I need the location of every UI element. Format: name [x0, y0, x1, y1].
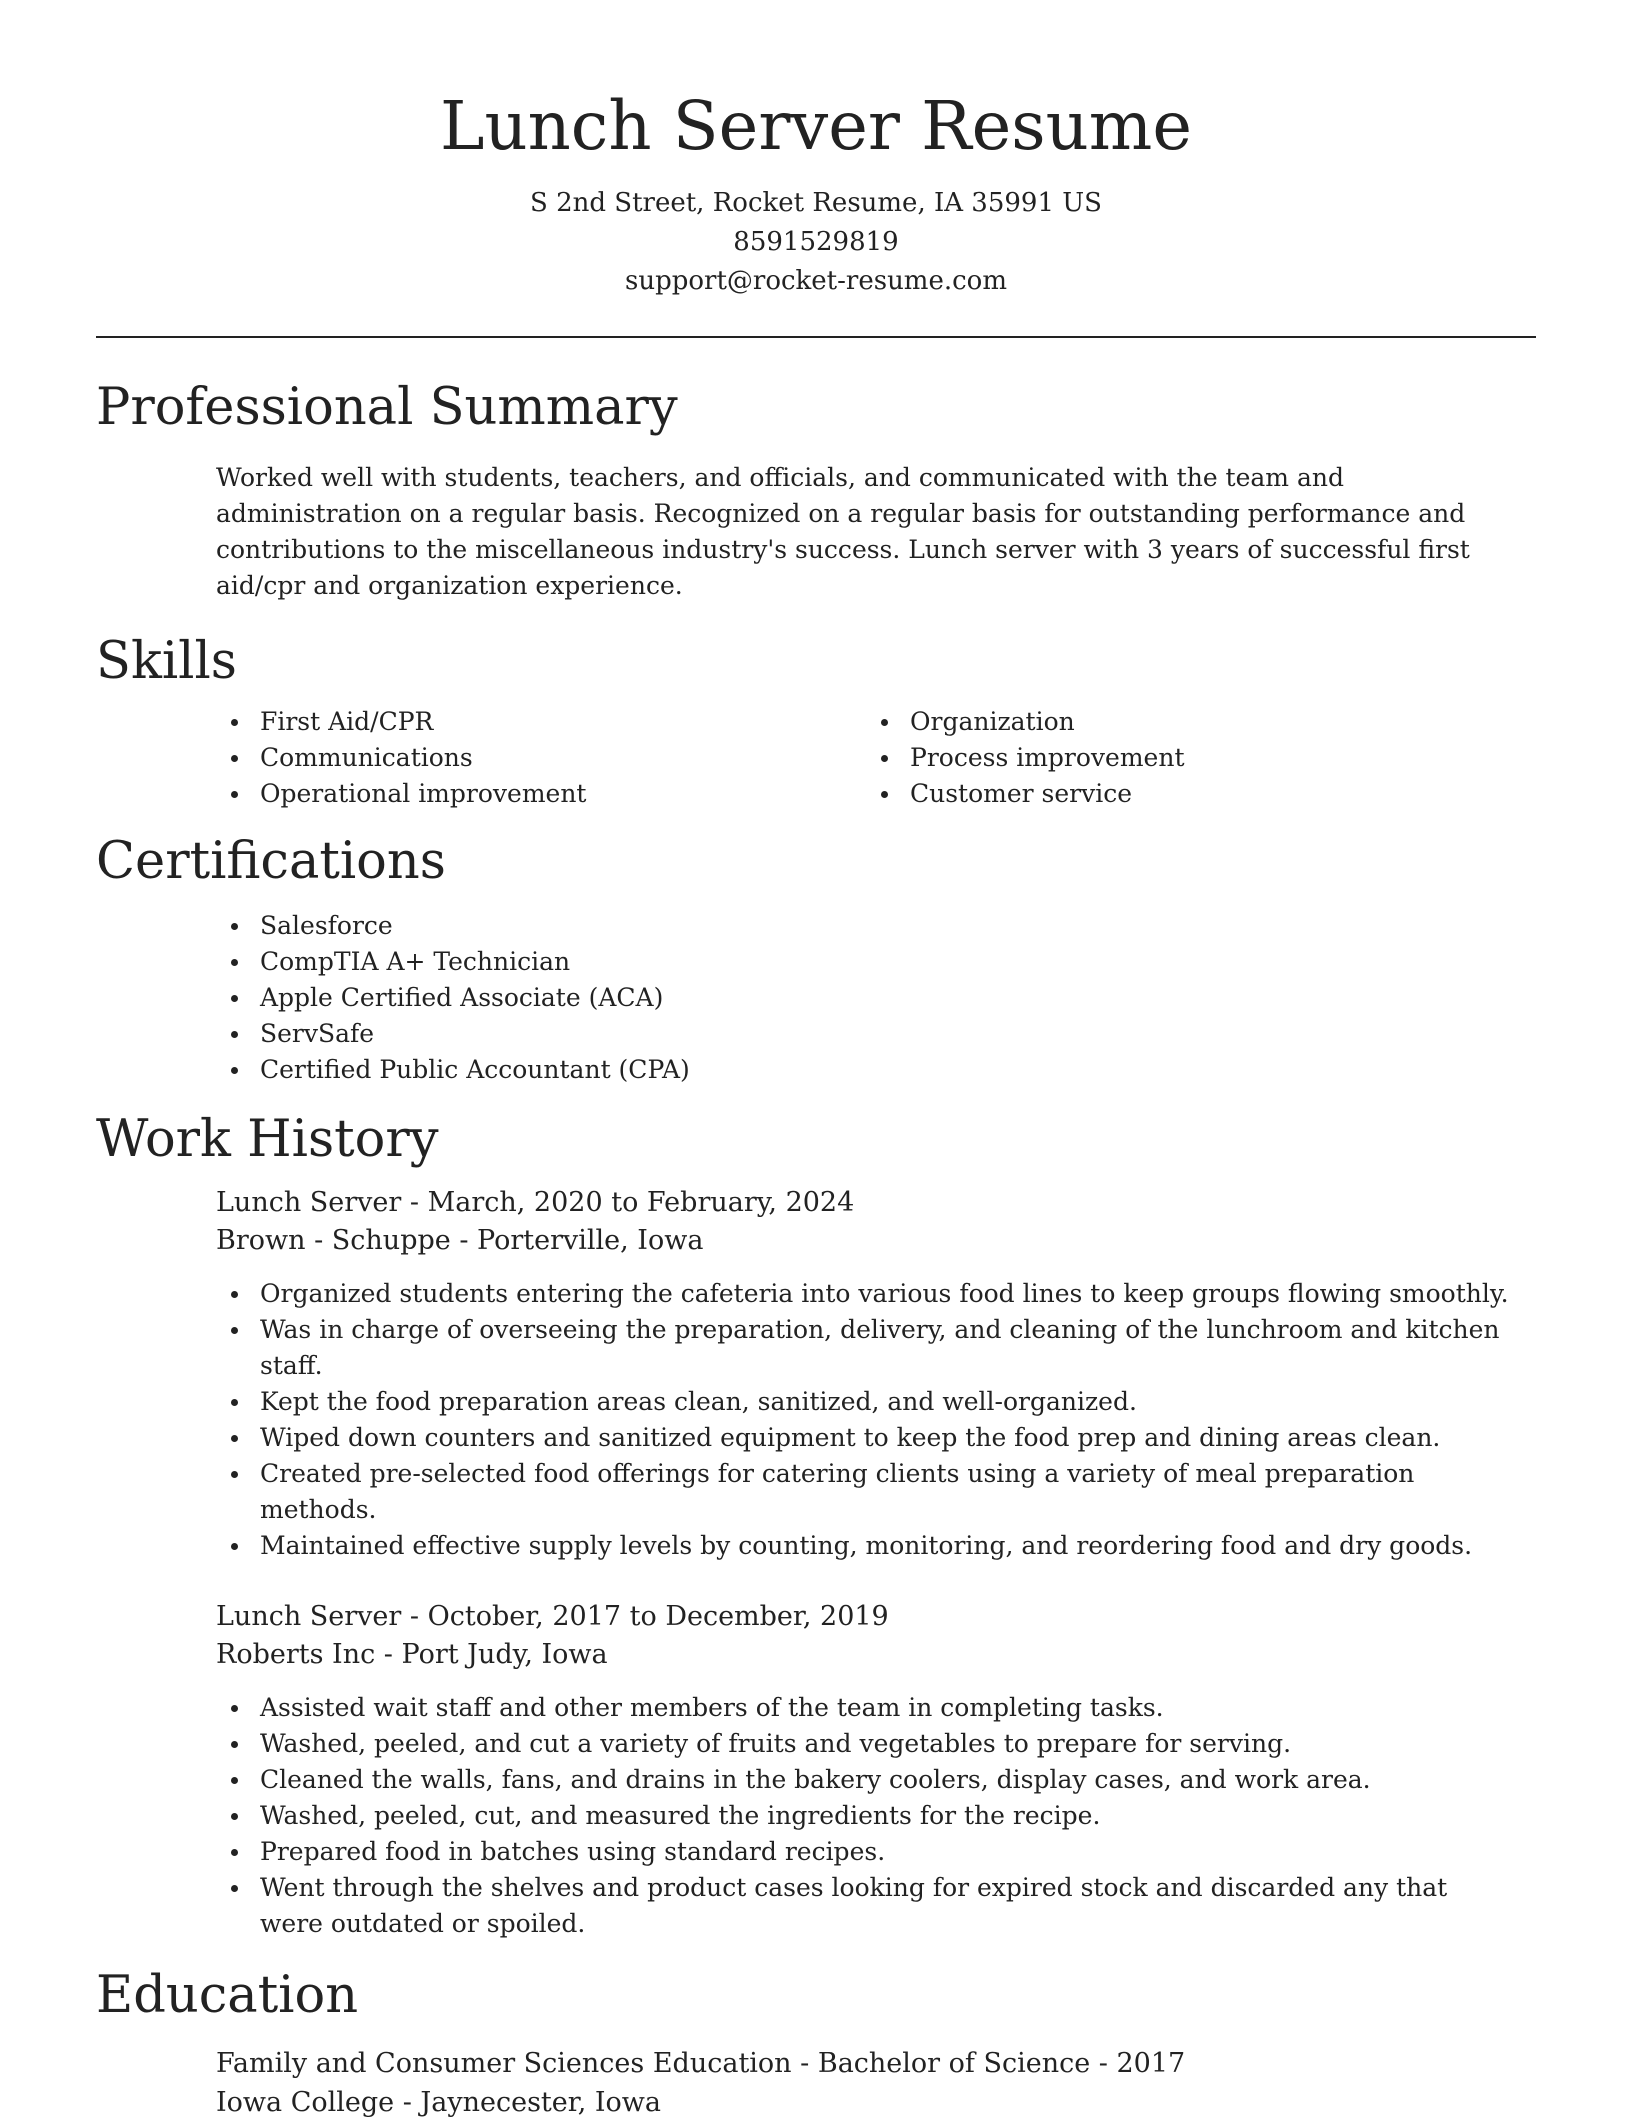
- job-duties-list: [216, 1690, 1536, 1942]
- job-entry: [96, 1598, 1536, 1942]
- skills-list-left: [216, 704, 866, 812]
- job-entry: [96, 1184, 1536, 1564]
- skill-item: Operational improvement: [260, 776, 866, 812]
- job-company: Roberts Inc - Port Judy, Iowa: [216, 1639, 608, 1670]
- summary-heading: Professional Summary: [96, 378, 678, 437]
- skills-section: [96, 630, 1536, 812]
- skill-item: Communications: [260, 740, 866, 776]
- job-duty-item: Kept the food preparation areas clean, sanitized, and well-organized.: [260, 1384, 1536, 1420]
- certification-item: ServSafe: [260, 1016, 1536, 1052]
- skills-heading: Skills: [96, 632, 237, 691]
- skill-item: Process improvement: [910, 740, 1516, 776]
- job-title: Lunch Server - October, 2017 to December, 2019: [216, 1601, 889, 1632]
- job-duty-item: Prepared food in batches using standard recipes.: [260, 1834, 1536, 1870]
- job-duty-item: Assisted wait staff and other members of the team in completing tasks.: [260, 1690, 1536, 1726]
- header-divider: [96, 336, 1536, 338]
- job-duty-item: Washed, peeled, and cut a variety of fruits and vegetables to prepare for serving.: [260, 1726, 1536, 1762]
- certification-item: Salesforce: [260, 908, 1536, 944]
- certification-item: Certified Public Accountant (CPA): [260, 1052, 1536, 1088]
- certifications-container: [96, 908, 1536, 1088]
- skill-item: Organization: [910, 704, 1516, 740]
- job-company: Brown - Schuppe - Porterville, Iowa: [216, 1225, 704, 1256]
- education-section: [96, 1964, 1536, 2122]
- education-entry: [96, 2044, 1536, 2122]
- contact-address: S 2nd Street, Rocket Resume, IA 35991 US: [530, 188, 1102, 218]
- summary-text: Worked well with students, teachers, and officials, and communicated with the team and administration on a regular basis. Recognized on a regular basis for outstanding performance and contributions to the miscellaneous industry's success. Lunch server with 3 years of successful first aid/cpr and organization experience.: [216, 463, 1470, 600]
- skill-item: Customer service: [910, 776, 1516, 812]
- work-history-section: [96, 1108, 1536, 1942]
- resume-page: [96, 0, 1536, 2122]
- skills-list-right: [866, 704, 1516, 812]
- certifications-list: [216, 908, 1536, 1088]
- contact-email: support@rocket-resume.com: [624, 266, 1007, 296]
- contact-info: [96, 184, 1536, 301]
- job-duty-item: Cleaned the walls, fans, and drains in the bakery coolers, display cases, and work area.: [260, 1762, 1536, 1798]
- skills-container: [96, 704, 1536, 812]
- job-duty-item: Washed, peeled, cut, and measured the ingredients for the recipe.: [260, 1798, 1536, 1834]
- work-history-heading: Work History: [96, 1110, 439, 1169]
- job-duties-list: [216, 1276, 1536, 1564]
- job-duty-item: Was in charge of overseeing the preparation, delivery, and cleaning of the lunchroom and kitchen staff.: [260, 1312, 1536, 1384]
- job-duty-item: Maintained effective supply levels by counting, monitoring, and reordering food and dry goods.: [260, 1528, 1536, 1564]
- education-heading: Education: [96, 1966, 359, 2025]
- job-duty-item: Went through the shelves and product cases looking for expired stock and discarded any that were outdated or spoiled.: [260, 1870, 1536, 1942]
- skills-grid: [216, 704, 1536, 812]
- contact-phone: 8591529819: [733, 227, 899, 257]
- education-school: Iowa College - Jaynecester, Iowa: [216, 2087, 661, 2118]
- job-duty-item: Created pre-selected food offerings for catering clients using a variety of meal preparation methods.: [260, 1456, 1536, 1528]
- job-title: Lunch Server - March, 2020 to February, 2024: [216, 1187, 855, 1218]
- job-duty-item: Organized students entering the cafeteria into various food lines to keep groups flowing smoothly.: [260, 1276, 1536, 1312]
- summary-section: [96, 376, 1536, 604]
- resume-title: Lunch Server Resume: [440, 87, 1192, 165]
- education-degree: Family and Consumer Sciences Education - Bachelor of Science - 2017: [216, 2048, 1186, 2079]
- certifications-heading: Certifications: [96, 832, 446, 891]
- resume-header: [96, 0, 1536, 301]
- certification-item: Apple Certified Associate (ACA): [260, 980, 1536, 1016]
- certifications-section: [96, 830, 1536, 1088]
- job-duty-item: Wiped down counters and sanitized equipment to keep the food prep and dining areas clean.: [260, 1420, 1536, 1456]
- skill-item: First Aid/CPR: [260, 704, 866, 740]
- certification-item: CompTIA A+ Technician: [260, 944, 1536, 980]
